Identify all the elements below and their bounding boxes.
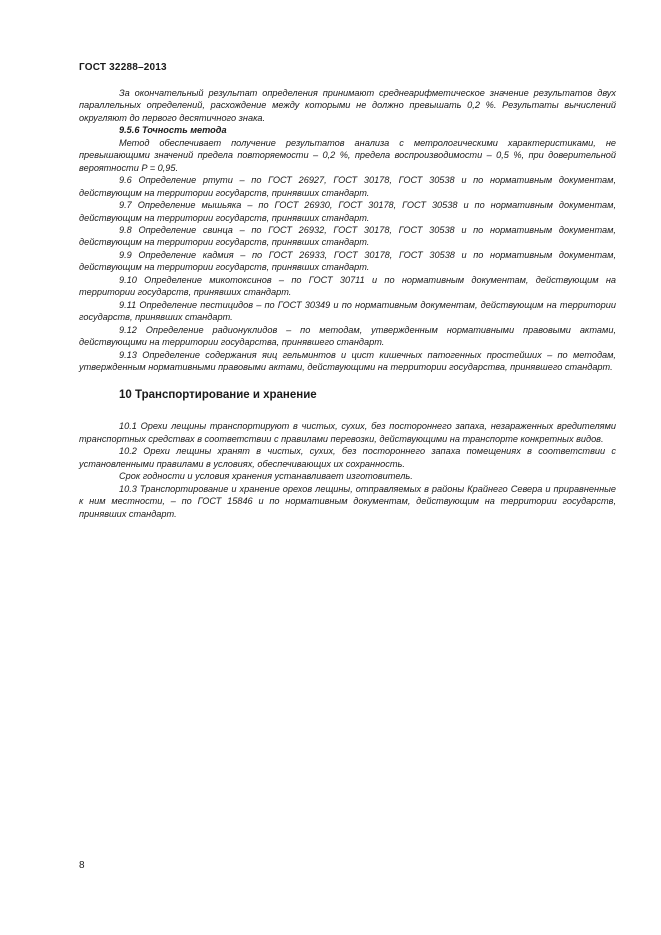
paragraph: 10.3 Транспортирование и хранение орехов лещины, отправляемых в районы Крайнего Севера и приравненные к ним местности, – по ГОСТ 15846 и по нормативным документам, действующим на территории государств, принявших стандарт. <box>79 483 616 519</box>
paragraph: Метод обеспечивает получение результатов анализа с метрологическими характеристиками, не превышающими значений предела повторяемости – 0,2 %, предела воспроизводимости – 0,5 %, при доверительной вероятности P = 0,95. <box>79 137 616 173</box>
section-title: 10 Транспортирование и хранение <box>119 389 317 402</box>
paragraph: 9.9 Определение кадмия – по ГОСТ 26933, ГОСТ 30178, ГОСТ 30538 и по нормативным документам, действующим на территории государств, принявших стандарт. <box>79 249 616 273</box>
paragraph: 9.11 Определение пестицидов – по ГОСТ 30349 и по нормативным документам, действующим на территории государств, принявших стандарт. <box>79 299 616 323</box>
paragraph: 9.13 Определение содержания яиц гельминтов и цист кишечных патогенных простейших – по методам, утвержденным нормативными правовыми актами, действующими на территории государства, принявшего стандарт. <box>79 349 616 372</box>
paragraph: 9.12 Определение радионуклидов – по методам, утвержденным нормативными правовыми актами, действующими на территории государства, принявшего стандарт. <box>79 324 616 348</box>
paragraph: За окончательный результат определения принимают среднеарифметическое значение результатов двух параллельных определений, расхождение между которыми не должно превышать 0,2 %. Результаты вычислений округляют до первого десятичного знака. <box>79 88 616 123</box>
paragraph: 9.7 Определение мышьяка – по ГОСТ 26930, ГОСТ 30178, ГОСТ 30538 и по нормативным документам, действующим на территории государств, принявших стандарт. <box>79 200 616 223</box>
paragraph: 9.10 Определение микотоксинов – по ГОСТ 30711 и по нормативным документам, действующим на территории государств, принявших стандарт. <box>79 274 616 298</box>
document-body <box>79 87 616 520</box>
paragraph: Срок годности и условия хранения устанавливает изготовитель. <box>119 471 413 482</box>
methods-block <box>79 87 616 373</box>
paragraph: 10.2 Орехи лещины хранят в чистых, сухих, без постороннего запаха помещениях в соответствии с установленными правилами в условиях, обеспечивающих их сохранность. <box>79 446 616 469</box>
subsection-heading: 9.5.6 Точность метода <box>119 125 227 136</box>
document-header: ГОСТ 32288–2013 <box>79 62 167 73</box>
page-number: 8 <box>79 860 85 871</box>
paragraph: 9.6 Определение ртути – по ГОСТ 26927, ГОСТ 30178, ГОСТ 30538 и по нормативным документам, действующим на территории государств, принявших стандарт. <box>79 175 616 198</box>
paragraph: 10.1 Орехи лещины транспортируют в чистых, сухих, без постороннего запаха, незараженных вредителями транспортных средствах в соответствии с правилами перевозки, действующими на транспорте конкретных видов. <box>79 421 616 444</box>
transport-storage-block <box>79 420 616 520</box>
paragraph: 9.8 Определение свинца – по ГОСТ 26932, ГОСТ 30178, ГОСТ 30538 и по нормативным документам, действующим на территории государств, принявших стандарт. <box>79 224 616 248</box>
